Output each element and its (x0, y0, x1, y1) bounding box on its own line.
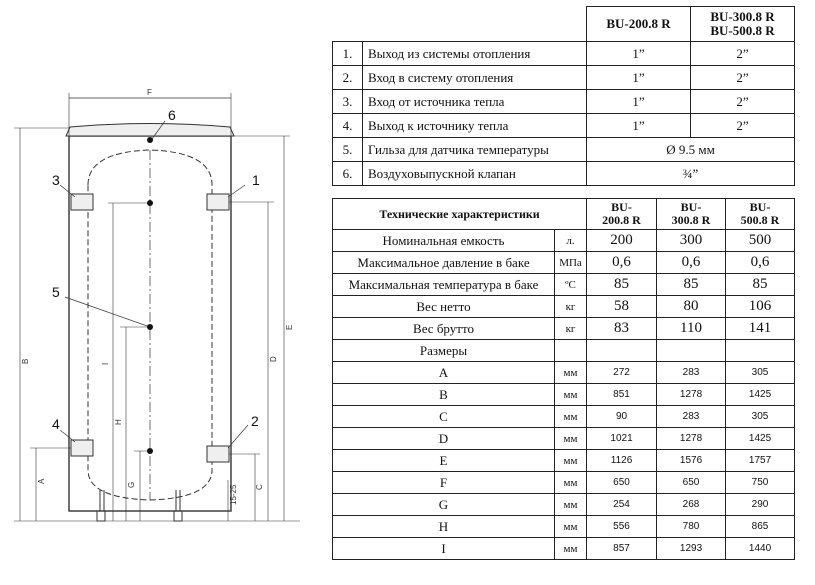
dim-label-d: D (269, 356, 278, 362)
table-row: 2. Вход в систему отопления 1” 2” (333, 66, 795, 90)
callout-4: 4 (52, 416, 60, 432)
header-bu-200: BU-200.8 R (587, 7, 691, 42)
callout-1: 1 (252, 172, 260, 188)
table-row: 4. Выход к источнику тепла 1” 2” (333, 114, 795, 138)
table-row: E мм 1126 1576 1757 (333, 450, 795, 472)
table-row: Максимальное давление в баке МПа 0,6 0,6 0,6 (333, 252, 795, 274)
table-row: A мм 272 283 305 (333, 362, 795, 384)
dim-label-i: I (101, 362, 110, 365)
table-row: 3. Вход от источника тепла 1” 2” (333, 90, 795, 114)
header-bu-300-500: BU-300.8 R BU-500.8 R (691, 7, 795, 42)
table-row: F мм 650 650 750 (333, 472, 795, 494)
model-header: BU- 300.8 R (657, 199, 726, 230)
table-row: 6. Воздуховыпускной клапан ¾” (333, 162, 795, 186)
callout-2: 2 (251, 413, 259, 429)
table-row: G мм 254 268 290 (333, 494, 795, 516)
dimensions-title-row (333, 340, 795, 362)
table-row: Вес брутто кг 83 110 141 (333, 318, 795, 340)
specs-title: Технические характеристики (333, 199, 587, 230)
table-row: D мм 1021 1278 1425 (333, 428, 795, 450)
callout-6: 6 (168, 107, 176, 123)
table-row: C мм 90 283 305 (333, 406, 795, 428)
connections-table (332, 6, 795, 186)
model-header: BU- 200.8 R (587, 199, 657, 230)
dim-label-b: B (21, 358, 30, 364)
table-row: 1. Выход из системы отопления 1” 2” (333, 42, 795, 66)
dim-label-a: A (37, 478, 46, 484)
dim-label-g: G (127, 481, 136, 488)
dimensions-title: Размеры (333, 340, 555, 362)
dim-label-e: E (285, 324, 294, 330)
table-row: 5. Гильза для датчика температуры Ø 9.5 мм (333, 138, 795, 162)
table-row: Вес нетто кг 58 80 106 (333, 296, 795, 318)
dim-label-f: F (147, 88, 152, 97)
table-row: I мм 857 1293 1440 (333, 538, 795, 560)
dim-label-c: C (255, 484, 264, 490)
specs-table (332, 198, 795, 560)
table-row: B мм 851 1278 1425 (333, 384, 795, 406)
callout-3: 3 (52, 172, 60, 188)
table-row: Номинальная емкость л. 200 300 500 (333, 230, 795, 252)
model-header: BU- 500.8 R (726, 199, 795, 230)
dim-label-h: H (114, 419, 123, 425)
dim-label-15-25: 15-25 (229, 484, 238, 505)
callout-5: 5 (52, 284, 60, 300)
table-row: H мм 556 780 865 (333, 516, 795, 538)
table-row: Максимальная температура в баке ºС 85 85 85 (333, 274, 795, 296)
